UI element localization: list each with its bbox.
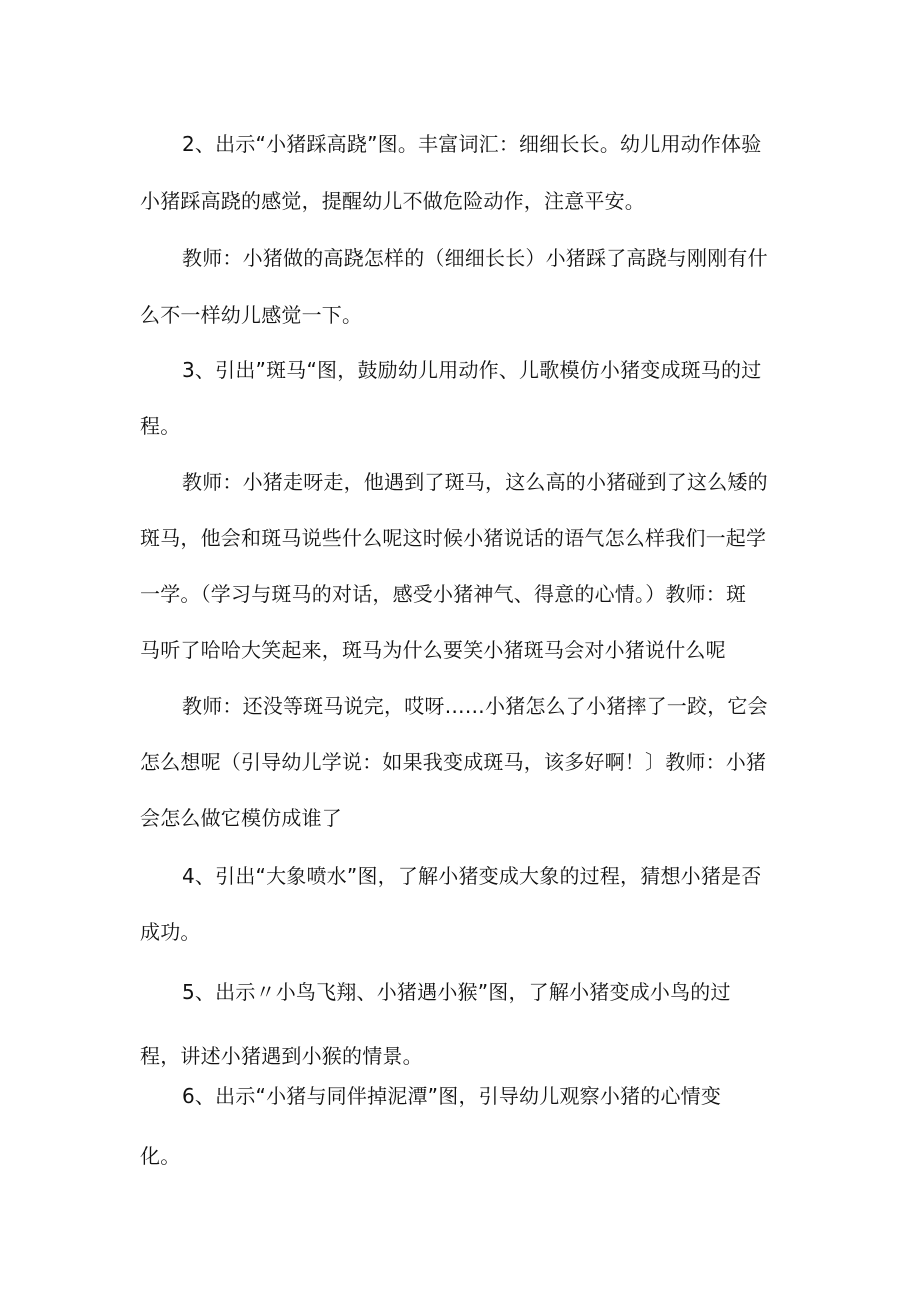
text-line-teacher: 教师：小猪走呀走，他遇到了斑马，这么高的小猪碰到了这么矮的 <box>182 470 768 494</box>
text-line: 斑马，他会和斑马说些什么呢这时候小猪说话的语气怎么样我们一起学 <box>140 526 767 550</box>
text-line-step2: 2、出示“小猪踩高跷”图。丰富词汇：细细长长。幼儿用动作体验 <box>182 132 762 156</box>
text-line: 程，讲述小猪遇到小猴的情景。 <box>140 1044 423 1068</box>
text-line: 一学。（学习与斑马的对话，感受小猪神气、得意的心情。）教师：斑 <box>140 582 747 606</box>
text-line-step3: 3、引出”斑马“图，鼓励幼儿用动作、儿歌模仿小猪变成斑马的过 <box>182 358 762 382</box>
text-line: 马听了哈哈大笑起来，斑马为什么要笑小猪斑马会对小猪说什么呢 <box>140 638 726 662</box>
text-line: 成功。 <box>140 920 201 944</box>
text-line-step6: 6、出示“小猪与同伴掉泥潭”图，引导幼儿观察小猪的心情变 <box>182 1084 722 1108</box>
text-line-step4: 4、引出“大象喷水”图，了解小猪变成大象的过程，猜想小猪是否 <box>182 864 762 888</box>
text-line-step5: 5、出示〃小鸟飞翔、小猪遇小猴”图，了解小猪变成小鸟的过 <box>182 980 731 1004</box>
text-line-teacher: 教师：小猪做的高跷怎样的（细细长长）小猪踩了高跷与刚刚有什 <box>182 246 768 270</box>
text-line-teacher: 教师：还没等斑马说完，哎呀……小猪怎么了小猪摔了一跤，它会 <box>182 694 768 718</box>
text-line: 小猪踩高跷的感觉，提醒幼儿不做危险动作，注意平安。 <box>140 189 645 213</box>
text-line: 会怎么做它模仿成谁了 <box>140 806 342 830</box>
text-line: 怎么想呢（引导幼儿学说：如果我变成斑马，该多好啊！〕教师：小猪 <box>140 750 767 774</box>
text-line: 化。 <box>140 1144 181 1168</box>
text-line: 程。 <box>140 414 181 438</box>
text-line: 么不一样幼儿感觉一下。 <box>140 303 363 327</box>
